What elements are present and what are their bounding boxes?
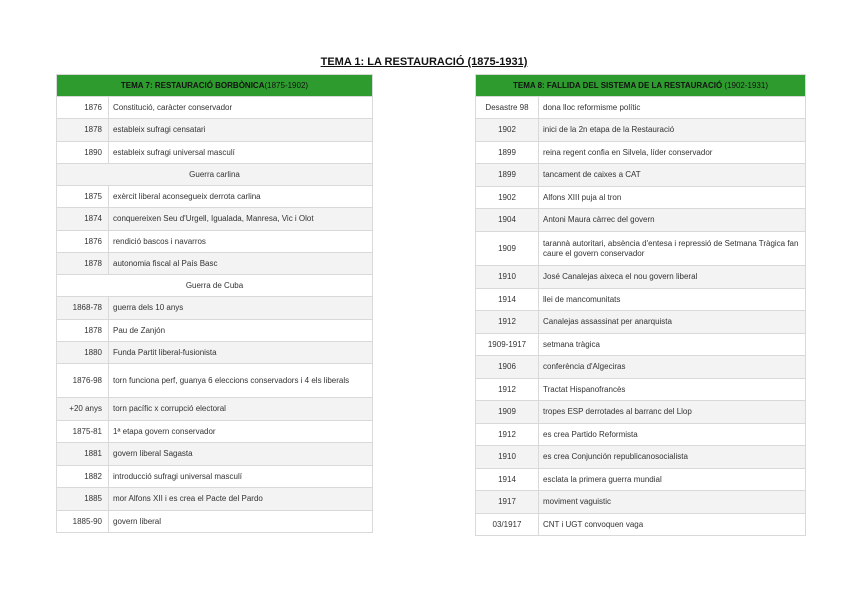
event-cell: rendició bascos i navarros — [109, 231, 373, 253]
event-cell: Constitució, caràcter conservador — [109, 97, 373, 119]
event-cell: tancament de caixes a CAT — [539, 164, 806, 187]
table-header-row — [476, 75, 806, 97]
year-cell: +20 anys — [57, 398, 109, 421]
event-cell: exèrcit liberal aconsegueix derrota carlina — [109, 186, 373, 208]
table-row — [476, 334, 806, 356]
table-header — [57, 75, 373, 97]
year-cell: 1914 — [476, 469, 539, 491]
table-header-row — [57, 75, 373, 97]
event-cell: tropes ESP derrotades al barranc del Llop — [539, 401, 806, 424]
year-cell: 1876-98 — [57, 364, 109, 398]
event-cell: conquereixen Seu d'Urgell, Igualada, Manresa, Vic i Olot — [109, 208, 373, 231]
event-cell: José Canalejas aixeca el nou govern liberal — [539, 266, 806, 289]
table-row — [57, 398, 373, 421]
table-row — [476, 119, 806, 142]
event-cell: Alfons XIII puja al tron — [539, 187, 806, 209]
table-row — [57, 186, 373, 208]
year-cell: 1874 — [57, 208, 109, 231]
year-cell: 1878 — [57, 253, 109, 275]
event-cell: estableix sufragi universal masculí — [109, 142, 373, 164]
year-cell: 1899 — [476, 142, 539, 164]
table-row — [476, 266, 806, 289]
year-cell: 1912 — [476, 379, 539, 401]
table-row — [57, 208, 373, 231]
year-cell: 1909 — [476, 401, 539, 424]
section-subheader: Guerra carlina — [57, 164, 373, 186]
year-cell: 1881 — [57, 443, 109, 466]
table-row — [476, 379, 806, 401]
table-row — [57, 320, 373, 342]
event-cell: esclata la primera guerra mundial — [539, 469, 806, 491]
table-row — [57, 97, 373, 119]
year-cell: 1904 — [476, 209, 539, 232]
event-cell: Funda Partit liberal-fusionista — [109, 342, 373, 364]
table-fallida-sistema — [475, 74, 806, 536]
event-cell: tarannà autoritari, absència d'entesa i repressió de Setmana Tràgica fan caure el govern conservador — [539, 232, 806, 266]
year-cell: 1909-1917 — [476, 334, 539, 356]
event-cell: Pau de Zanjón — [109, 320, 373, 342]
table-restauracio-borbonica — [56, 74, 373, 533]
year-cell: 1917 — [476, 491, 539, 514]
event-cell: guerra dels 10 anys — [109, 297, 373, 320]
year-cell: 1878 — [57, 320, 109, 342]
table-row — [57, 297, 373, 320]
year-cell: 1876 — [57, 231, 109, 253]
table-row — [476, 356, 806, 379]
year-cell: 1885-90 — [57, 511, 109, 533]
event-cell: CNT i UGT convoquen vaga — [539, 514, 806, 536]
table-row — [476, 311, 806, 334]
year-cell: 1885 — [57, 488, 109, 511]
event-cell: reina regent confia en Silvela, líder conservador — [539, 142, 806, 164]
year-cell: 1890 — [57, 142, 109, 164]
table-row — [476, 514, 806, 536]
header-period: (1902-1931) — [724, 80, 768, 90]
year-cell: 1876 — [57, 97, 109, 119]
section-subheader: Guerra de Cuba — [57, 275, 373, 297]
header-title: TEMA 8: FALLIDA DEL SISTEMA DE LA RESTAURACIÓ — [512, 80, 723, 90]
year-cell: 1882 — [57, 466, 109, 488]
table-row — [476, 232, 806, 266]
year-cell: 1910 — [476, 266, 539, 289]
year-cell: 1912 — [476, 311, 539, 334]
table-row — [476, 164, 806, 187]
table-row — [57, 466, 373, 488]
event-cell: conferència d'Algeciras — [539, 356, 806, 379]
table-row — [57, 253, 373, 275]
year-cell: 1914 — [476, 289, 539, 311]
event-cell: setmana tràgica — [539, 334, 806, 356]
year-cell: 1909 — [476, 232, 539, 266]
table-row — [476, 401, 806, 424]
year-cell: Desastre 98 — [476, 97, 539, 119]
table-row — [57, 231, 373, 253]
table-row — [476, 289, 806, 311]
event-cell: govern liberal — [109, 511, 373, 533]
event-cell: es crea Conjunción republicanosocialista — [539, 446, 806, 469]
event-cell: mor Alfons XII i es crea el Pacte del Pardo — [109, 488, 373, 511]
header-title: TEMA 7: RESTAURACIÓ BORBÒNICA — [120, 80, 265, 90]
event-cell: autonomia fiscal al País Basc — [109, 253, 373, 275]
event-cell: estableix sufragi censatari — [109, 119, 373, 142]
header-period: (1875-1902) — [264, 80, 309, 90]
event-cell: llei de mancomunitats — [539, 289, 806, 311]
table-row — [57, 443, 373, 466]
year-cell: 1912 — [476, 424, 539, 446]
event-cell: govern liberal Sagasta — [109, 443, 373, 466]
year-cell: 1902 — [476, 119, 539, 142]
year-cell: 03/1917 — [476, 514, 539, 536]
table-row — [57, 142, 373, 164]
table-row — [476, 446, 806, 469]
event-cell: es crea Partido Reformista — [539, 424, 806, 446]
table-row — [476, 142, 806, 164]
table-row — [57, 511, 373, 533]
year-cell: 1910 — [476, 446, 539, 469]
table-row — [476, 97, 806, 119]
year-cell: 1880 — [57, 342, 109, 364]
year-cell: 1875 — [57, 186, 109, 208]
year-cell: 1906 — [476, 356, 539, 379]
event-cell: 1ª etapa govern conservador — [109, 421, 373, 443]
event-cell: introducció sufragi universal masculí — [109, 466, 373, 488]
table-row — [57, 488, 373, 511]
event-cell: torn pacífic x corrupció electoral — [109, 398, 373, 421]
table-row — [57, 421, 373, 443]
event-cell: torn funciona perf, guanya 6 eleccions conservadors i 4 els liberals — [109, 364, 373, 398]
event-cell: inici de la 2n etapa de la Restauració — [539, 119, 806, 142]
section-row — [57, 164, 373, 186]
table-row — [476, 491, 806, 514]
event-cell: moviment vaguistic — [539, 491, 806, 514]
event-cell: Canalejas assassinat per anarquista — [539, 311, 806, 334]
table-row — [476, 469, 806, 491]
table-row — [476, 424, 806, 446]
table-row — [476, 209, 806, 232]
section-row — [57, 275, 373, 297]
table-header — [476, 75, 806, 97]
event-cell: Tractat Hispanofrancès — [539, 379, 806, 401]
table-row — [57, 342, 373, 364]
event-cell: dona lloc reformisme polític — [539, 97, 806, 119]
year-cell: 1899 — [476, 164, 539, 187]
table-row — [57, 119, 373, 142]
year-cell: 1868-78 — [57, 297, 109, 320]
table-row — [57, 364, 373, 398]
page-title: TEMA 1: LA RESTAURACIÓ (1875-1931) — [320, 56, 528, 68]
year-cell: 1875-81 — [57, 421, 109, 443]
table-row — [476, 187, 806, 209]
year-cell: 1902 — [476, 187, 539, 209]
event-cell: Antoni Maura càrrec del govern — [539, 209, 806, 232]
year-cell: 1878 — [57, 119, 109, 142]
